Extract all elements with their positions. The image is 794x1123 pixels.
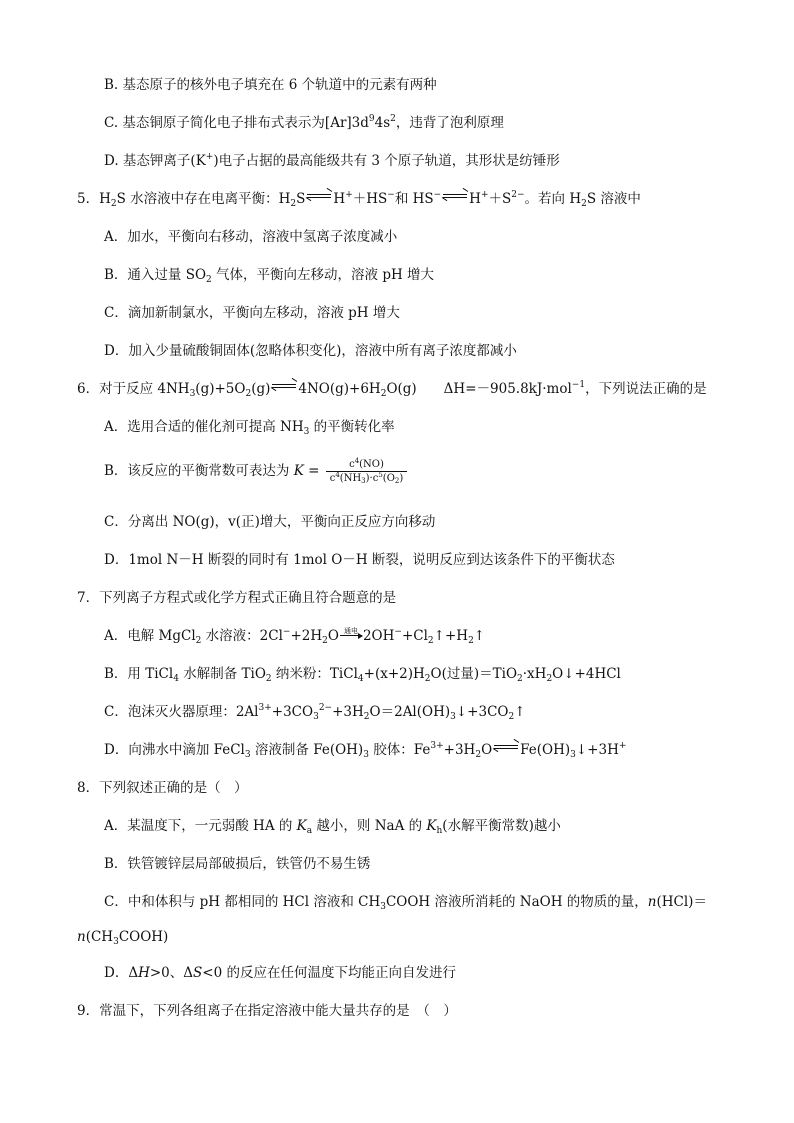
q7-option-a: A．电解 MgCl$_2$ 水溶液：$2Cl^-+2H_2O$ 通电 $2OH^-+Cl_2↑+H_2↑$ <box>104 627 486 646</box>
q7-option-d: D．向沸水中滴加 FeCl$_3$ 溶液制备 $Fe(OH)_3$ 胶体：$Fe^{3+}+3H_2O$ $Fe(OH)_3↓+3H^+$ <box>104 741 627 760</box>
q4-option-d: D. 基态钾离子(K+)电子占据的最高能级共有 3 个原子轨道，其形状是纺锤形 <box>104 152 560 169</box>
equilibrium-arrow-icon <box>272 382 296 392</box>
q7-stem: 7．下列离子方程式或化学方程式正确且符合题意的是 <box>77 590 397 606</box>
q6-option-d: D．1mol N－H 断裂的同时有 1mol O－H 断裂，说明反应到达该条件下的平衡状态 <box>104 552 615 568</box>
q7-option-c: C．泡沫灭火器原理：$2Al^{3+}+3CO_3^{2-}+3H_2O=2Al(OH)_3↓+3CO_2↑$ <box>104 703 526 722</box>
q9-stem: 9．常温下，下列各组离子在指定溶液中能大量共存的是 （ ） <box>77 1003 457 1019</box>
q6-option-c: C．分离出 NO(g)，v(正)增大，平衡向正反应方向移动 <box>104 514 436 530</box>
q5-option-a: A．加水，平衡向右移动，溶液中氢离子浓度减小 <box>104 229 398 245</box>
equilibrium-arrow-icon <box>443 192 467 202</box>
q5-option-b: B．通入过量 $SO_2$ 气体，平衡向左移动，溶液 pH 增大 <box>104 267 435 285</box>
q8-option-d: D．ΔH>0、ΔS<0 的反应在任何温度下均能正向自发进行 <box>104 965 456 981</box>
q6-option-a: A．选用合适的催化剂可提高 $NH_3$ 的平衡转化率 <box>104 419 395 437</box>
q5-option-c: C．滴加新制氯水，平衡向左移动，溶液 pH 增大 <box>104 305 400 321</box>
q4-option-c: C. 基态铜原子简化电子排布式表示为$[Ar]3d^94s^2$，违背了泡利原理 <box>104 114 504 131</box>
q8-option-c-continued: $n(CH_3COOH)$ <box>77 929 169 947</box>
q8-stem: 8．下列叙述正确的是（ ） <box>77 780 248 796</box>
q8-option-b: B．铁管镀锌层局部破损后，铁管仍不易生锈 <box>104 856 371 872</box>
q5-option-d: D．加入少量硫酸铜固体(忽略体积变化)，溶液中所有离子浓度都减小 <box>104 343 517 359</box>
q7-option-b: B．用 TiCl$_4$ 水解制备 TiO$_2$ 纳米粉：$TiCl_4+(x+2)H_2O$(过量)$=TiO_2\cdot xH_2O↓+4HCl$ <box>104 666 621 684</box>
q8-option-a: A．某温度下，一元弱酸 HA 的 $K_a$ 越小，则 NaA 的 $K_h$(水解平衡常数)越小 <box>104 818 561 836</box>
q8-option-c: C．中和体积与 pH 都相同的 HCl 溶液和 $CH_3COOH$ 溶液所消耗的 NaOH 的物质的量，n(HCl)＝ <box>104 894 707 912</box>
q6-stem: 6．对于反应 $4NH_3(g)+5O_2(g)$ $4NO(g)+6H_2O(g)$ ΔH=－905.8kJ·mol$^{-1}$，下列说法正确的是 <box>77 380 707 399</box>
equilibrium-arrow-icon <box>494 743 518 753</box>
equilibrium-constant-fraction: $\frac{c^4(NO)}{c^4(NH_3)\cdot c^5(O_2)}$ <box>326 458 408 485</box>
equilibrium-arrow-icon <box>307 192 331 202</box>
q5-stem: 5．$H_2S$ 水溶液中存在电离平衡：$H_2S$ H+＋HS−和 HS− $H^++S^{2-}$。若向 $H_2S$ 溶液中 <box>77 190 641 209</box>
q6-option-b: B．该反应的平衡常数可表达为 K = $\frac{c^4(NO)}{c^4(NH_3)\cdot c^5(O_2)}$ <box>104 458 407 485</box>
electrolysis-arrow-icon: 通电 <box>340 628 362 640</box>
q4-option-b: B. 基态原子的核外电子填充在 6 个轨道中的元素有两种 <box>104 77 437 93</box>
